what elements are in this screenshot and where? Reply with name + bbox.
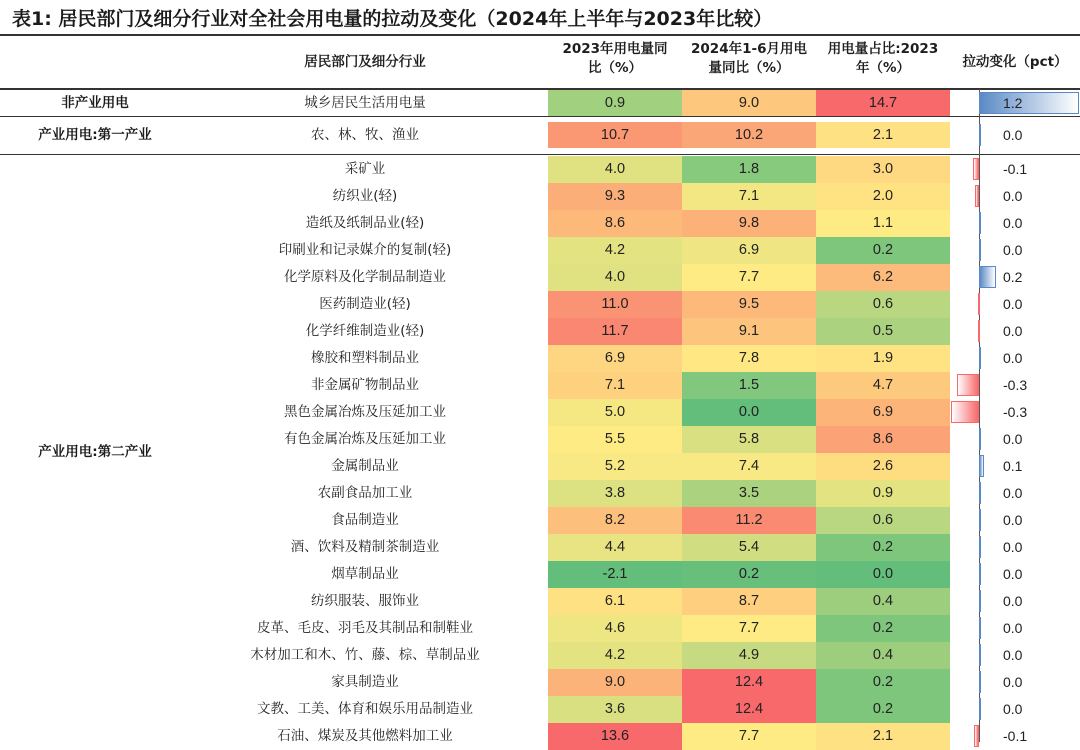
subsector-name: 医药制造业(轻) <box>319 296 411 312</box>
share-2023-cell: 0.2 <box>816 237 950 264</box>
header-pull-change: 拉动变化（pct） <box>962 54 1068 70</box>
subsector-name: 家具制造业 <box>331 674 399 690</box>
yoy-2023-cell: 6.9 <box>548 345 682 372</box>
subsector-name: 橡胶和塑料制品业 <box>311 350 419 366</box>
header-2023-yoy <box>548 40 682 86</box>
group-rule-2 <box>0 154 1080 155</box>
yoy-2024h1-cell: 8.7 <box>682 588 816 615</box>
yoy-2024h1-cell: 9.1 <box>682 318 816 345</box>
yoy-2023-cell: 8.2 <box>548 507 682 534</box>
header-subsector: 居民部门及细分行业 <box>304 54 426 70</box>
yoy-2023-cell: 6.1 <box>548 588 682 615</box>
share-2023-cell: 0.2 <box>816 615 950 642</box>
yoy-2024h1-cell: 12.4 <box>682 669 816 696</box>
yoy-2023-cell: -2.1 <box>548 561 682 588</box>
yoy-2024h1-cell: 7.7 <box>682 615 816 642</box>
yoy-2024h1-cell: 4.9 <box>682 642 816 669</box>
pull-change-value: -0.1 <box>1003 728 1028 744</box>
yoy-2023-cell: 0.9 <box>548 90 682 116</box>
subsector-name: 农、林、牧、渔业 <box>311 127 419 143</box>
share-2023-cell: 1.9 <box>816 345 950 372</box>
pull-change-bar <box>978 320 980 342</box>
header-share-line2: 年（%） <box>855 60 911 76</box>
yoy-2023-cell: 8.6 <box>548 210 682 237</box>
pull-change-value: 1.2 <box>1003 95 1023 111</box>
pull-change-value: 0.0 <box>1003 593 1023 609</box>
pull-change-bar <box>979 536 981 558</box>
yoy-2023-cell: 7.1 <box>548 372 682 399</box>
subsector-name: 皮革、毛皮、羽毛及其制品和制鞋业 <box>257 620 473 636</box>
yoy-2024h1-cell: 1.5 <box>682 372 816 399</box>
share-2023-cell: 8.6 <box>816 426 950 453</box>
yoy-2024h1-cell: 5.4 <box>682 534 816 561</box>
yoy-2024h1-cell: 7.4 <box>682 453 816 480</box>
pull-change-value: 0.0 <box>1003 296 1023 312</box>
share-2023-cell: 0.4 <box>816 642 950 669</box>
subsector-name: 非金属矿物制品业 <box>311 377 419 393</box>
pull-change-bar <box>974 725 979 747</box>
top-rule <box>0 34 1080 36</box>
pull-change-value: 0.0 <box>1003 242 1023 258</box>
yoy-2024h1-cell: 9.5 <box>682 291 816 318</box>
yoy-2023-cell: 10.7 <box>548 122 682 148</box>
pull-change-bar <box>975 185 979 207</box>
subsector-name: 黑色金属冶炼及压延加工业 <box>284 404 446 420</box>
yoy-2024h1-cell: 5.8 <box>682 426 816 453</box>
pull-change-value: 0.0 <box>1003 323 1023 339</box>
yoy-2024h1-cell: 12.4 <box>682 696 816 723</box>
pull-change-value: 0.0 <box>1003 215 1023 231</box>
yoy-2023-cell: 3.6 <box>548 696 682 723</box>
yoy-2023-cell: 9.3 <box>548 183 682 210</box>
yoy-2024h1-cell: 3.5 <box>682 480 816 507</box>
yoy-2024h1-cell: 11.2 <box>682 507 816 534</box>
yoy-2023-cell: 4.0 <box>548 264 682 291</box>
pull-change-value: 0.0 <box>1003 566 1023 582</box>
subsector-name: 金属制品业 <box>331 458 399 474</box>
share-2023-cell: 2.6 <box>816 453 950 480</box>
subsector-name: 文教、工美、体育和娱乐用品制造业 <box>257 701 473 717</box>
share-2023-cell: 0.9 <box>816 480 950 507</box>
pull-change-bar <box>979 239 981 261</box>
subsector-name: 城乡居民生活用电量 <box>304 95 426 111</box>
share-2023-cell: 0.4 <box>816 588 950 615</box>
pull-change-bar <box>979 509 981 531</box>
yoy-2024h1-cell: 0.2 <box>682 561 816 588</box>
share-2023-cell: 1.1 <box>816 210 950 237</box>
yoy-2023-cell: 9.0 <box>548 669 682 696</box>
pull-change-bar <box>978 293 980 315</box>
subsector-name: 酒、饮料及精制茶制造业 <box>290 539 440 555</box>
pull-change-value: 0.0 <box>1003 188 1023 204</box>
pull-change-value: 0.0 <box>1003 701 1023 717</box>
pull-change-bar <box>979 590 981 612</box>
yoy-2024h1-cell: 10.2 <box>682 122 816 148</box>
pull-change-bar <box>979 671 981 693</box>
share-2023-cell: 0.2 <box>816 534 950 561</box>
subsector-name: 印刷业和记录媒介的复制(轻) <box>278 242 452 258</box>
yoy-2024h1-cell: 7.7 <box>682 264 816 291</box>
pull-change-bar <box>979 644 981 666</box>
pull-change-value: -0.3 <box>1003 377 1028 393</box>
share-2023-cell: 0.5 <box>816 318 950 345</box>
share-2023-cell: 0.6 <box>816 507 950 534</box>
share-2023-cell: 2.0 <box>816 183 950 210</box>
yoy-2024h1-cell: 0.0 <box>682 399 816 426</box>
yoy-2023-cell: 4.2 <box>548 237 682 264</box>
pull-change-bar <box>957 374 979 396</box>
pull-change-bar <box>979 266 996 288</box>
share-2023-cell: 0.6 <box>816 291 950 318</box>
pull-change-bar <box>979 698 981 720</box>
header-share-line1: 用电量占比:2023 <box>827 41 939 57</box>
share-2023-cell: 6.9 <box>816 399 950 426</box>
pull-change-value: 0.0 <box>1003 512 1023 528</box>
yoy-2024h1-cell: 9.8 <box>682 210 816 237</box>
header-2024h1-yoy-line2: 量同比（%） <box>708 60 790 76</box>
yoy-2023-cell: 11.0 <box>548 291 682 318</box>
table-title: 表1: 居民部门及细分行业对全社会用电量的拉动及变化（2024年上半年与2023年比较） <box>12 8 773 30</box>
subsector-name: 石油、煤炭及其他燃料加工业 <box>277 728 453 744</box>
sector-group-label: 产业用电:第一产业 <box>38 127 152 143</box>
share-2023-cell: 0.2 <box>816 669 950 696</box>
yoy-2023-cell: 4.6 <box>548 615 682 642</box>
pull-change-bar <box>979 124 981 146</box>
pull-change-value: 0.0 <box>1003 485 1023 501</box>
yoy-2024h1-cell: 6.9 <box>682 237 816 264</box>
subsector-name: 农副食品加工业 <box>317 485 413 501</box>
share-2023-cell: 0.2 <box>816 696 950 723</box>
pull-change-bar <box>979 563 981 585</box>
subsector-name: 烟草制品业 <box>331 566 399 582</box>
share-2023-cell: 2.1 <box>816 122 950 148</box>
pull-change-bar <box>979 428 981 450</box>
sector-group-label: 非产业用电 <box>61 95 129 111</box>
yoy-2023-cell: 13.6 <box>548 723 682 750</box>
pull-change-value: 0.2 <box>1003 269 1023 285</box>
header-2024h1-yoy <box>682 40 816 86</box>
pull-change-value: 0.0 <box>1003 539 1023 555</box>
pull-change-value: 0.0 <box>1003 127 1023 143</box>
subsector-name: 采矿业 <box>344 161 386 177</box>
yoy-2024h1-cell: 7.7 <box>682 723 816 750</box>
header-2023-yoy-line1: 2023年用电量同 <box>562 41 668 57</box>
pull-change-bar <box>979 455 984 477</box>
subsector-name: 纺织业(轻) <box>332 188 398 204</box>
yoy-2024h1-cell: 1.8 <box>682 156 816 183</box>
pull-change-value: -0.1 <box>1003 161 1028 177</box>
header-share-2023 <box>816 40 950 86</box>
yoy-2023-cell: 4.0 <box>548 156 682 183</box>
pull-change-value: 0.1 <box>1003 458 1023 474</box>
yoy-2024h1-cell: 7.1 <box>682 183 816 210</box>
pull-change-bar <box>951 401 979 423</box>
pull-change-bar <box>979 617 981 639</box>
subsector-name: 纺织服装、服饰业 <box>311 593 419 609</box>
group-rule-1 <box>0 116 1080 117</box>
yoy-2023-cell: 5.0 <box>548 399 682 426</box>
subsector-name: 木材加工和木、竹、藤、棕、草制品业 <box>250 647 480 663</box>
pull-change-value: 0.0 <box>1003 647 1023 663</box>
subsector-name: 食品制造业 <box>331 512 399 528</box>
pull-change-bar <box>979 347 981 369</box>
yoy-2023-cell: 11.7 <box>548 318 682 345</box>
subsector-name: 化学纤维制造业(轻) <box>305 323 425 339</box>
subsector-name: 造纸及纸制品业(轻) <box>305 215 425 231</box>
yoy-2023-cell: 4.2 <box>548 642 682 669</box>
pull-change-bar <box>973 158 979 180</box>
yoy-2023-cell: 5.2 <box>548 453 682 480</box>
sector-group-label: 产业用电:第二产业 <box>38 444 152 460</box>
yoy-2023-cell: 5.5 <box>548 426 682 453</box>
yoy-2023-cell: 3.8 <box>548 480 682 507</box>
share-2023-cell: 4.7 <box>816 372 950 399</box>
pull-change-value: 0.0 <box>1003 431 1023 447</box>
share-2023-cell: 14.7 <box>816 90 950 116</box>
pull-change-bar <box>979 212 981 234</box>
pull-change-value: -0.3 <box>1003 404 1028 420</box>
header-2024h1-yoy-line1: 2024年1-6月用电 <box>691 41 807 57</box>
yoy-2024h1-cell: 9.0 <box>682 90 816 116</box>
share-2023-cell: 6.2 <box>816 264 950 291</box>
pull-change-value: 0.0 <box>1003 350 1023 366</box>
yoy-2024h1-cell: 7.8 <box>682 345 816 372</box>
yoy-2023-cell: 4.4 <box>548 534 682 561</box>
subsector-name: 有色金属冶炼及压延加工业 <box>284 431 446 447</box>
pull-change-value: 0.0 <box>1003 674 1023 690</box>
pull-change-value: 0.0 <box>1003 620 1023 636</box>
share-2023-cell: 0.0 <box>816 561 950 588</box>
subsector-name: 化学原料及化学制品制造业 <box>284 269 446 285</box>
share-2023-cell: 2.1 <box>816 723 950 750</box>
header-2023-yoy-line2: 比（%） <box>587 60 643 76</box>
share-2023-cell: 3.0 <box>816 156 950 183</box>
pull-change-bar <box>979 482 981 504</box>
